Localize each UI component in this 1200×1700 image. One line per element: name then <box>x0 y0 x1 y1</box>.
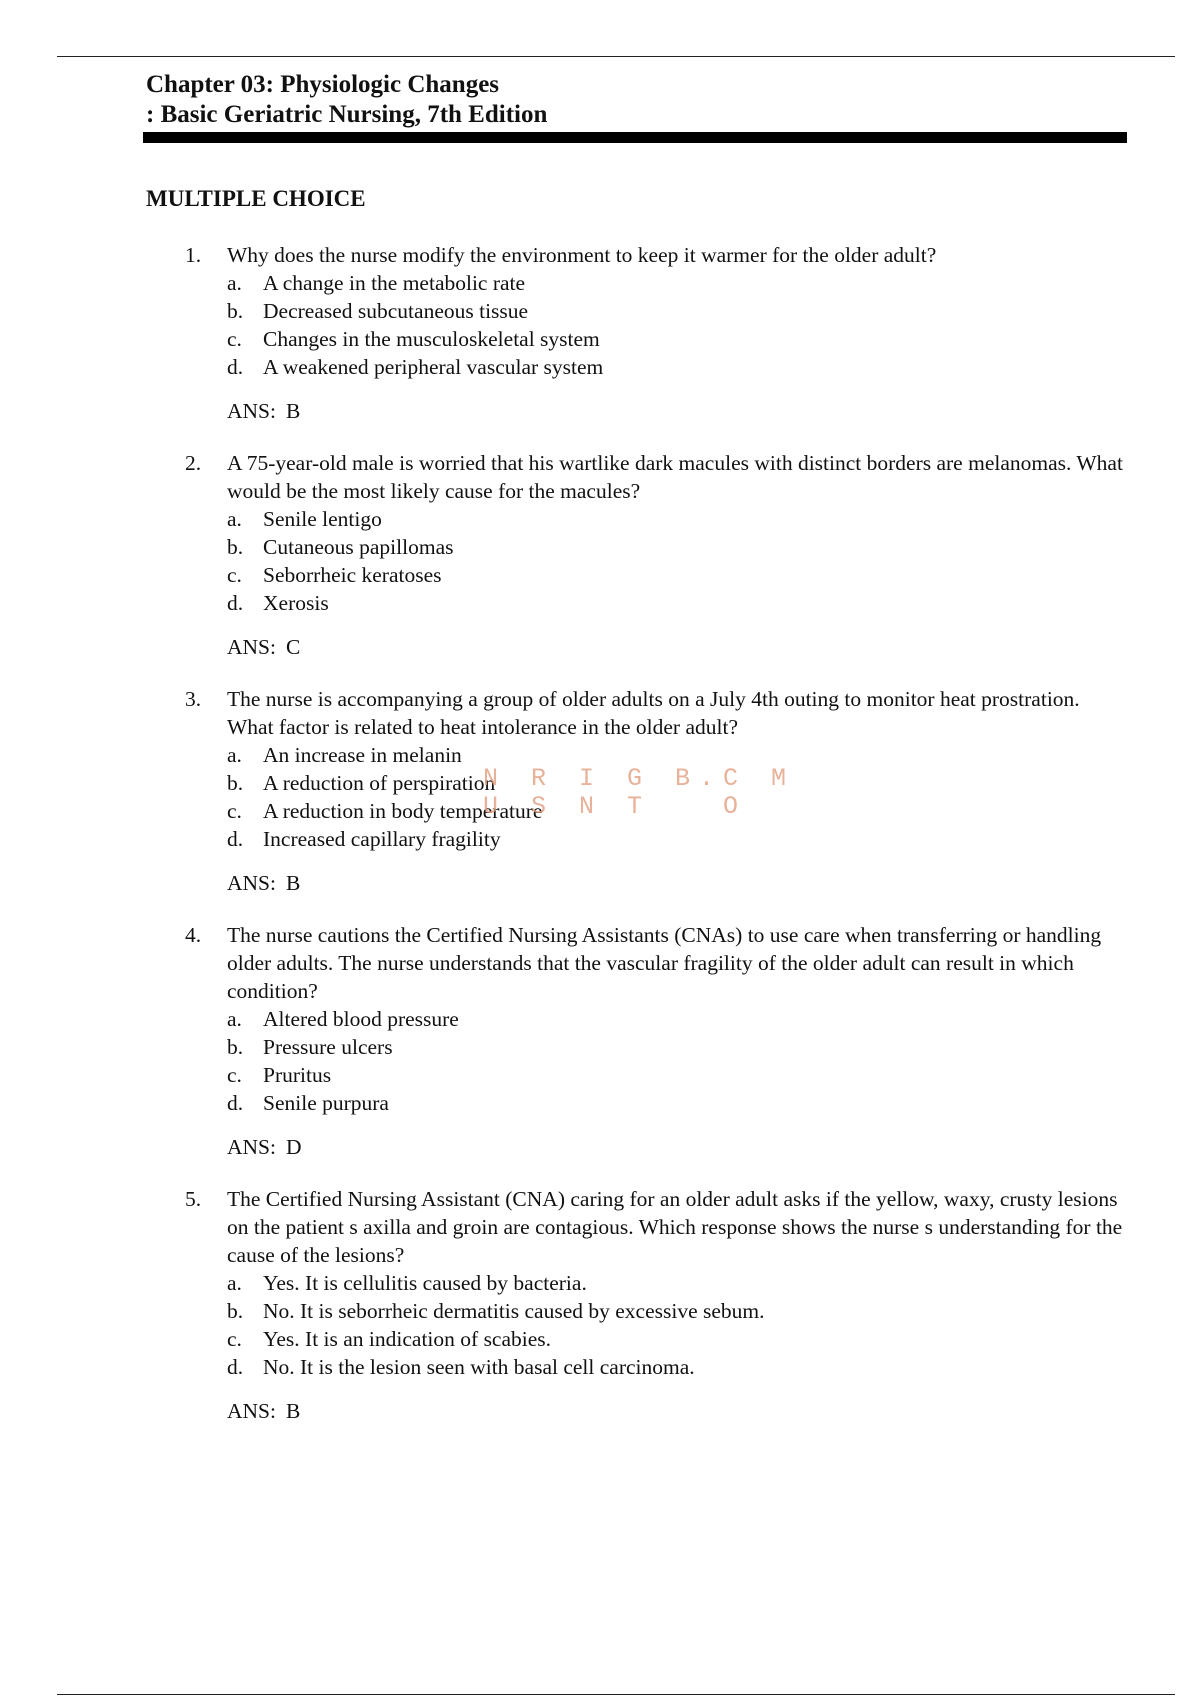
option-b: b. Decreased subcutaneous tissue <box>227 299 529 323</box>
option-text: Yes. It is cellulitis caused by bacteria. <box>263 1271 587 1295</box>
question-number: 3. <box>185 687 202 711</box>
question-5 <box>185 1185 1125 1425</box>
option-text: Decreased subcutaneous tissue <box>263 299 529 323</box>
option-list <box>227 1005 1125 1117</box>
question-list <box>185 241 1125 1449</box>
option-text: Cutaneous papillomas <box>263 535 454 559</box>
option-b: b. Pressure ulcers <box>227 1035 393 1059</box>
answer-value: C <box>285 635 301 659</box>
question-4 <box>185 921 1125 1161</box>
bottom-divider <box>57 1694 1175 1695</box>
option-text: Senile purpura <box>263 1091 389 1115</box>
answer-line <box>227 633 1125 661</box>
question-number: 1. <box>185 243 202 267</box>
option-a: a. A change in the metabolic rate <box>227 271 526 295</box>
question-text: The nurse cautions the Certified Nursing Assistants (CNAs) to use care when transferring or handling older adults. The nurse understands that the vascular fragility of the older adult can result in which condition? <box>227 923 1102 1003</box>
answer-label: ANS: <box>227 1399 276 1423</box>
answer-line <box>227 1133 1125 1161</box>
option-c: c. A reduction in body temperature <box>227 799 543 823</box>
option-text: Xerosis <box>263 591 329 615</box>
option-text: No. It is the lesion seen with basal cell carcinoma. <box>263 1355 695 1379</box>
answer-value: B <box>285 871 301 895</box>
option-d: d. Increased capillary fragility <box>227 827 501 851</box>
answer-value: B <box>285 1399 301 1423</box>
option-text: An increase in melanin <box>263 743 462 767</box>
option-text: Senile lentigo <box>263 507 382 531</box>
option-d: d. Xerosis <box>227 591 329 615</box>
option-text: A reduction in body temperature <box>263 799 543 823</box>
option-text: Yes. It is an indication of scabies. <box>263 1327 552 1351</box>
option-text: Changes in the musculoskeletal system <box>263 327 600 351</box>
option-text: Seborrheic keratoses <box>263 563 442 587</box>
answer-label: ANS: <box>227 1135 276 1159</box>
option-a: a. An increase in melanin <box>227 743 462 767</box>
option-d: d. No. It is the lesion seen with basal cell carcinoma. <box>227 1355 695 1379</box>
answer-line <box>227 869 1125 897</box>
option-list <box>227 505 1125 617</box>
option-c: c. Pruritus <box>227 1063 332 1087</box>
option-list <box>227 269 1125 381</box>
question-number: 5. <box>185 1187 202 1211</box>
option-text: A reduction of perspiration <box>263 771 496 795</box>
option-a: a. Yes. It is cellulitis caused by bacteria. <box>227 1271 587 1295</box>
option-d: d. Senile purpura <box>227 1091 389 1115</box>
option-c: c. Changes in the musculoskeletal system <box>227 327 600 351</box>
option-list <box>227 1269 1125 1381</box>
option-c: c. Yes. It is an indication of scabies. <box>227 1327 552 1351</box>
question-text: The Certified Nursing Assistant (CNA) caring for an older adult asks if the yellow, waxy, crusty lesions on the patient s axilla and groin are contagious. Which response shows the nurse s understanding for the cause of the lesions? <box>227 1187 1123 1267</box>
answer-line <box>227 1397 1125 1425</box>
question-3 <box>185 685 1125 897</box>
answer-label: ANS: <box>227 871 276 895</box>
answer-label: ANS: <box>227 635 276 659</box>
option-text: Increased capillary fragility <box>263 827 501 851</box>
answer-line <box>227 397 1125 425</box>
option-text: A weakened peripheral vascular system <box>263 355 604 379</box>
answer-label: ANS: <box>227 399 276 423</box>
option-text: Pressure ulcers <box>263 1035 393 1059</box>
option-text: No. It is seborrheic dermatitis caused by excessive sebum. <box>263 1299 765 1323</box>
top-divider <box>57 56 1175 57</box>
option-text: Altered blood pressure <box>263 1007 459 1031</box>
option-list <box>227 741 1125 853</box>
question-2 <box>185 449 1125 661</box>
question-text: Why does the nurse modify the environment to keep it warmer for the older adult? <box>227 243 937 267</box>
question-number: 2. <box>185 451 202 475</box>
book-title: : Basic Geriatric Nursing, 7th Edition <box>146 101 548 128</box>
watermark-line-1: N R I G B.C M <box>483 764 796 793</box>
header-bar <box>143 132 1127 143</box>
option-a: a. Altered blood pressure <box>227 1007 459 1031</box>
option-b: b. A reduction of perspiration <box>227 771 496 795</box>
option-text: A change in the metabolic rate <box>263 271 526 295</box>
chapter-title: Chapter 03: Physiologic Changes <box>146 71 500 98</box>
section-title: MULTIPLE CHOICE <box>146 186 366 211</box>
option-text: Pruritus <box>263 1063 332 1087</box>
watermark-line-2: U S N T O <box>483 792 748 821</box>
question-1 <box>185 241 1125 425</box>
option-c: c. Seborrheic keratoses <box>227 563 442 587</box>
document-header <box>146 70 547 130</box>
question-text: The nurse is accompanying a group of older adults on a July 4th outing to monitor heat prostration. What factor is related to heat intolerance in the older adult? <box>227 687 1080 739</box>
option-b: b. No. It is seborrheic dermatitis caused by excessive sebum. <box>227 1299 765 1323</box>
question-number: 4. <box>185 923 202 947</box>
option-b: b. Cutaneous papillomas <box>227 535 454 559</box>
option-a: a. Senile lentigo <box>227 507 382 531</box>
answer-value: B <box>285 399 301 423</box>
option-d: d. A weakened peripheral vascular system <box>227 355 604 379</box>
answer-value: D <box>285 1135 302 1159</box>
question-text: A 75-year-old male is worried that his wartlike dark macules with distinct borders are melanomas. What would be the most likely cause for the macules? <box>227 451 1123 503</box>
